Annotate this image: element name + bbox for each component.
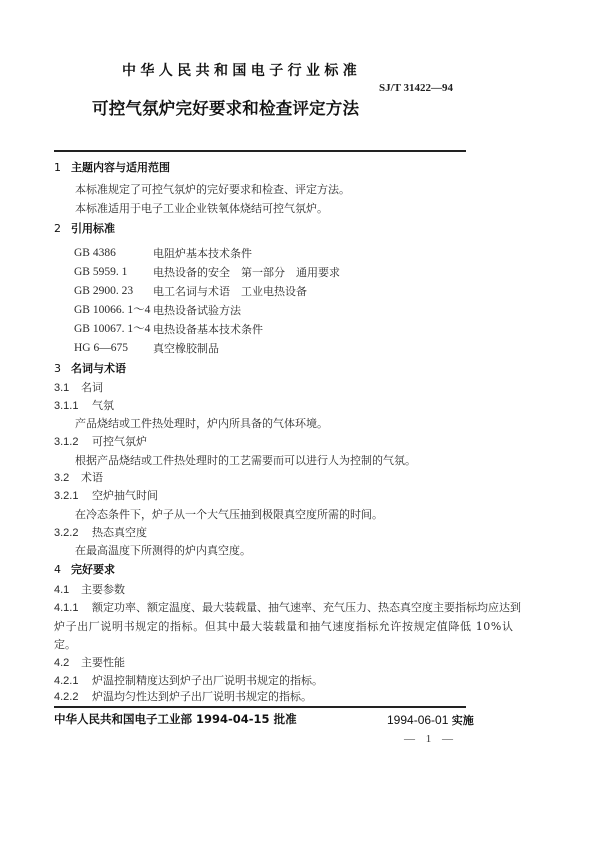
document-title: 可控气氛炉完好要求和检查评定方法 <box>92 99 360 118</box>
clause-number: 4.1.1 <box>54 602 79 614</box>
reference-title: 电阻炉基本技术条件 <box>153 247 252 260</box>
clause-text-continued: 炉子出厂说明书规定的指标。但其中最大装载量和抽气速度指标允许按规定值降低 10%认 <box>54 620 514 633</box>
clause-number: 4.2.2 <box>54 691 79 703</box>
subsection-title: 名词 <box>81 381 103 394</box>
reference-code: HG 6—675 <box>74 342 128 354</box>
subsection-title: 术语 <box>81 471 103 484</box>
section-number: 2 <box>54 222 61 235</box>
reference-code: GB 5959. 1 <box>74 266 128 278</box>
footer-divider <box>54 706 466 708</box>
subsection-3-1-2 <box>54 436 147 448</box>
clause-text: 额定功率、额定温度、最大装载量、抽气速率、充气压力、热态真空度主要指标均应达到 <box>92 601 521 614</box>
clause-number: 4.2.1 <box>54 675 79 687</box>
section-title: 主题内容与适用范围 <box>71 161 170 174</box>
section-3-heading <box>54 363 126 374</box>
definition-text: 产品烧结或工件热处理时，炉内所具备的气体环境。 <box>75 417 328 430</box>
subsection-number: 3.2 <box>54 472 70 484</box>
header-divider <box>54 150 466 152</box>
clause-4-2-2 <box>54 691 312 703</box>
reference-title: 电热设备基本技术条件 <box>153 323 263 336</box>
reference-title: 电热设备试验方法 <box>153 304 241 317</box>
subsection-title: 主要性能 <box>81 656 125 669</box>
standard-code: SJ/T 31422—94 <box>379 82 454 94</box>
issuing-organization: 中华人民共和国电子行业标准 <box>122 63 362 79</box>
section-title: 名词与术语 <box>71 362 126 375</box>
subsection-title: 热态真空度 <box>92 526 147 539</box>
section-number: 3 <box>54 362 61 375</box>
subsection-number: 4.2 <box>54 657 70 669</box>
effective-label: 实施 <box>451 714 474 727</box>
subsection-4-2 <box>54 657 125 669</box>
section-4-heading <box>54 564 115 575</box>
subsection-title: 主要参数 <box>81 583 125 596</box>
reference-code: GB 2900. 23 <box>74 285 134 297</box>
subsection-number: 3.1.2 <box>54 436 79 448</box>
reference-code: GB 4386 <box>74 247 116 259</box>
section-1-heading <box>54 162 170 173</box>
reference-code: GB 10066. 1～4 <box>74 304 151 316</box>
paragraph: 本标准规定了可控气氛炉的完好要求和检查、评定方法。 <box>75 183 350 196</box>
page-number: — 1 — <box>404 733 453 745</box>
subsection-3-2-2 <box>54 527 147 539</box>
subsection-3-2 <box>54 472 103 484</box>
subsection-3-1-1 <box>54 400 114 412</box>
definition-text: 根据产品烧结或工件热处理时的工艺需要而可以进行人为控制的气氛。 <box>75 454 416 467</box>
reference-title: 电工名词与术语 工业电热设备 <box>153 285 307 298</box>
clause-4-1-1 <box>54 602 521 614</box>
subsection-number: 3.1 <box>54 382 70 394</box>
section-number: 4 <box>54 563 61 576</box>
subsection-3-2-1 <box>54 490 158 502</box>
subsection-title: 可控气氛炉 <box>92 435 147 448</box>
section-title: 完好要求 <box>71 563 115 576</box>
clause-text-continued: 定。 <box>54 638 76 651</box>
clause-text: 炉温均匀性达到炉子出厂说明书规定的指标。 <box>92 690 312 703</box>
subsection-title: 气氛 <box>92 399 114 412</box>
subsection-number: 3.2.1 <box>54 490 79 502</box>
definition-text: 在冷态条件下，炉子从一个大气压抽到极限真空度所需的时间。 <box>75 508 383 521</box>
section-number: 1 <box>54 161 61 174</box>
section-2-heading <box>54 223 115 234</box>
clause-text: 炉温控制精度达到炉子出厂说明书规定的指标。 <box>92 674 323 687</box>
reference-code: GB 10067. 1～4 <box>74 323 151 335</box>
effective-statement <box>387 714 474 726</box>
reference-title: 电热设备的安全 第一部分 通用要求 <box>153 266 340 279</box>
subsection-title: 空炉抽气时间 <box>92 489 158 502</box>
clause-4-2-1 <box>54 675 323 687</box>
approval-statement: 中华人民共和国电子工业部 1994-04-15 批准 <box>54 712 297 726</box>
reference-title: 真空橡胶制品 <box>153 342 219 355</box>
definition-text: 在最高温度下所测得的炉内真空度。 <box>75 544 251 557</box>
subsection-4-1 <box>54 584 125 596</box>
subsection-number: 3.2.2 <box>54 527 79 539</box>
section-title: 引用标准 <box>71 222 115 235</box>
subsection-number: 3.1.1 <box>54 400 79 412</box>
effective-date: 1994-06-01 <box>387 713 449 727</box>
paragraph: 本标准适用于电子工业企业铁氧体烧结可控气氛炉。 <box>75 202 328 215</box>
subsection-3-1 <box>54 382 103 394</box>
subsection-number: 4.1 <box>54 584 70 596</box>
